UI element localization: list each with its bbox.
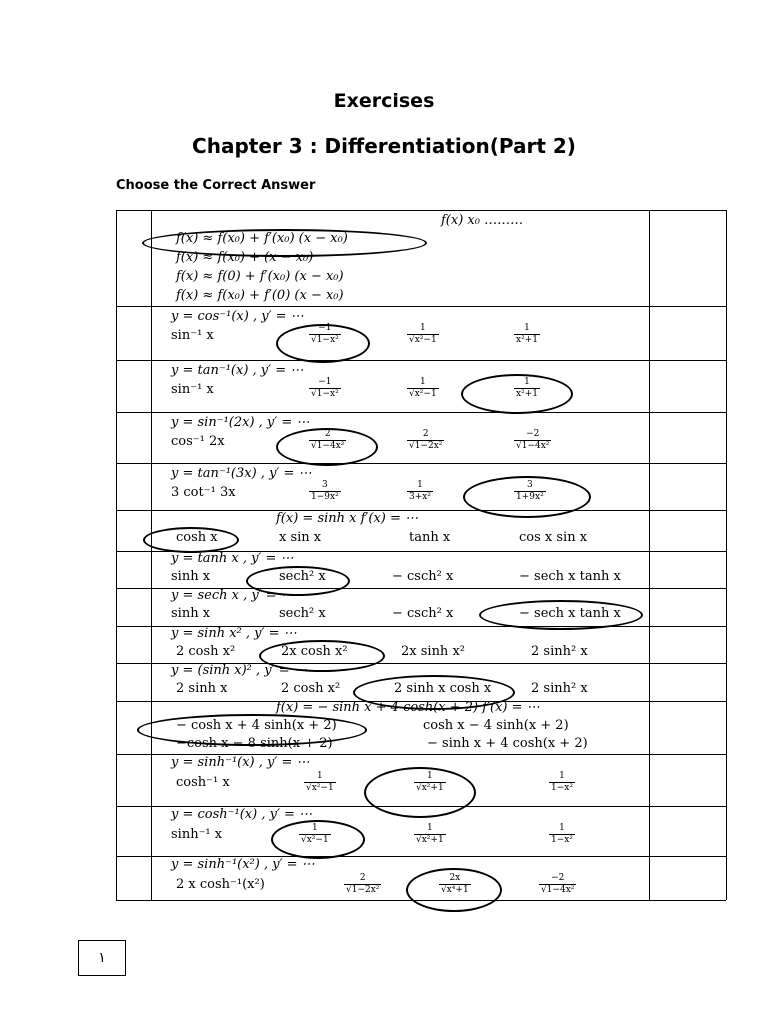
answer-option[interactable]: tanh x xyxy=(409,530,451,545)
question-row xyxy=(151,551,649,588)
fraction-numerator: 1 xyxy=(311,823,318,833)
fraction-numerator: 3 xyxy=(526,480,533,490)
answer-option[interactable]: − sech x tanh x xyxy=(519,569,621,584)
fraction-denominator: √1−4x² xyxy=(311,441,345,451)
fraction-numerator: 1 xyxy=(559,771,565,781)
answer-option[interactable]: 2 sinh x xyxy=(176,681,228,696)
answer-option[interactable]: 3 cot⁻¹ 3x xyxy=(171,485,236,500)
answer-option[interactable]: 2 cosh x² xyxy=(176,644,236,659)
answer-option[interactable]: − csch² x xyxy=(392,606,454,621)
answer-option[interactable]: cos⁻¹ 2x xyxy=(171,434,225,449)
question-text: y = cos⁻¹(x) , y′ = ⋯ xyxy=(171,309,304,324)
answer-option-fraction[interactable] xyxy=(407,429,444,452)
answer-option[interactable]: f(x) ≈ f(x₀) + f′(x₀) (x − x₀) xyxy=(176,231,348,246)
question-row xyxy=(151,754,649,806)
page-number-box xyxy=(78,940,126,976)
fraction-denominator: √1−4x² xyxy=(516,441,550,451)
answer-option-fraction[interactable] xyxy=(309,323,341,346)
question-row xyxy=(151,510,649,551)
answer-option[interactable]: sech² x xyxy=(279,569,326,584)
answer-option[interactable]: sin⁻¹ x xyxy=(171,328,214,343)
fraction-denominator: √x⁴+1 xyxy=(441,885,469,895)
answer-option[interactable]: sin⁻¹ x xyxy=(171,382,214,397)
answer-option[interactable]: sech² x xyxy=(279,606,326,621)
fraction-numerator: 1 xyxy=(524,377,530,387)
question-text: y = tanh x , y′ = ⋯ xyxy=(171,551,294,566)
question-text: y = sinh x² , y′ = ⋯ xyxy=(171,626,297,641)
question-text: y = tan⁻¹(x) , y′ = ⋯ xyxy=(171,363,304,378)
answer-option-fraction[interactable] xyxy=(514,323,540,346)
question-text: f(x) x₀ ……… xyxy=(441,213,524,228)
answer-option[interactable]: − cosh x + 4 sinh(x + 2) xyxy=(176,718,337,733)
answer-option[interactable]: 2x cosh x² xyxy=(281,644,348,659)
table-vline xyxy=(726,210,727,900)
fraction-numerator: 1 xyxy=(419,377,426,387)
answer-option-fraction[interactable] xyxy=(309,377,341,400)
answer-option[interactable]: f(x) ≈ f(x₀) + f′(0) (x − x₀) xyxy=(176,288,344,303)
answer-option-fraction[interactable] xyxy=(407,377,439,400)
question-text: y = sin⁻¹(2x) , y′ = ⋯ xyxy=(171,415,310,430)
answer-option-fraction[interactable] xyxy=(439,873,471,896)
answer-option-fraction[interactable] xyxy=(309,480,341,503)
answer-option[interactable]: cosh x xyxy=(176,530,218,545)
answer-option[interactable]: cosh⁻¹ x xyxy=(176,775,230,790)
fraction-denominator: 1−x² xyxy=(551,835,573,845)
fraction-numerator: 3 xyxy=(321,480,328,490)
chapter-title: Chapter 3 : Differentiation(Part 2) xyxy=(192,134,576,158)
fraction-numerator: 1 xyxy=(417,480,423,490)
answer-option[interactable]: cos x sin x xyxy=(519,530,588,545)
fraction-denominator: 1−x² xyxy=(551,783,573,793)
table-hline xyxy=(116,900,726,901)
answer-option-fraction[interactable] xyxy=(407,480,433,503)
fraction-denominator: 1−9x² xyxy=(311,492,339,502)
fraction-denominator: √1−4x² xyxy=(541,885,575,895)
answer-option[interactable]: −cosh x − 8 sinh(x + 2) xyxy=(176,736,333,751)
answer-option[interactable]: − csch² x xyxy=(392,569,454,584)
question-text: y = tan⁻¹(3x) , y′ = ⋯ xyxy=(171,466,312,481)
page-title: Exercises xyxy=(333,90,435,112)
question-text: y = sech x , y′ = ⋯ xyxy=(171,588,294,603)
answer-option-fraction[interactable] xyxy=(304,771,336,794)
answer-option-fraction[interactable] xyxy=(344,873,381,896)
answer-option-fraction[interactable] xyxy=(539,873,576,896)
answer-option[interactable]: sinh x xyxy=(171,569,211,584)
question-row xyxy=(151,306,649,360)
question-text: y = (sinh x)² , y′ = ⋯ xyxy=(171,663,307,678)
question-text: y = cosh⁻¹(x) , y′ = ⋯ xyxy=(171,807,313,822)
fraction-denominator: √x²−1 xyxy=(409,335,437,345)
answer-option-fraction[interactable] xyxy=(299,823,331,846)
question-row xyxy=(151,806,649,856)
fraction-numerator: 1 xyxy=(419,323,426,333)
question-row xyxy=(151,463,649,510)
page-number: ١ xyxy=(98,950,106,966)
answer-option[interactable]: f(x) ≈ f(x₀) + (x − x₀) xyxy=(176,250,314,265)
fraction-numerator: 2 xyxy=(359,873,366,883)
answer-option-fraction[interactable] xyxy=(514,429,551,452)
instruction: Choose the Correct Answer xyxy=(116,178,316,193)
fraction-denominator: √1−2x² xyxy=(346,885,380,895)
fraction-numerator: −2 xyxy=(551,873,565,883)
fraction-denominator: √x²−1 xyxy=(306,783,334,793)
answer-option[interactable]: sinh x xyxy=(171,606,211,621)
answer-option-fraction[interactable] xyxy=(514,377,540,400)
fraction-denominator: x²+1 xyxy=(516,335,538,345)
answer-option[interactable]: 2 sinh x cosh x xyxy=(394,681,492,696)
fraction-numerator: 2 xyxy=(324,429,331,439)
fraction-numerator: 1 xyxy=(426,771,433,781)
fraction-denominator: √1−2x² xyxy=(409,441,443,451)
fraction-denominator: √1−x² xyxy=(311,389,339,399)
fraction-numerator: 1 xyxy=(524,323,530,333)
question-row xyxy=(151,588,649,626)
fraction-numerator: 1 xyxy=(559,823,565,833)
fraction-denominator: √x²+1 xyxy=(416,835,444,845)
answer-option-fraction[interactable] xyxy=(414,823,446,846)
answer-option-fraction[interactable] xyxy=(549,771,575,794)
question-row xyxy=(151,856,649,900)
fraction-denominator: √x²+1 xyxy=(416,783,444,793)
fraction-denominator: 3+x² xyxy=(409,492,431,502)
fraction-denominator: √x²−1 xyxy=(409,389,437,399)
question-row xyxy=(151,701,649,754)
fraction-numerator: −1 xyxy=(318,323,332,333)
answer-option[interactable]: − sech x tanh x xyxy=(519,606,621,621)
question-row xyxy=(151,360,649,412)
question-row xyxy=(151,210,649,306)
answer-option[interactable]: f(x) ≈ f(0) + f′(x₀) (x − x₀) xyxy=(176,269,344,284)
question-row xyxy=(151,663,649,701)
question-text: y = sinh⁻¹(x²) , y′ = ⋯ xyxy=(171,857,315,872)
fraction-numerator: 1 xyxy=(426,823,433,833)
answer-option[interactable]: sinh⁻¹ x xyxy=(171,827,223,842)
answer-option[interactable]: x sin x xyxy=(279,530,322,545)
question-text: y = sinh⁻¹(x) , y′ = ⋯ xyxy=(171,755,310,770)
answer-option-fraction[interactable] xyxy=(407,323,439,346)
answer-option[interactable]: cosh x − 4 sinh(x + 2) xyxy=(423,718,569,733)
answer-option[interactable]: 2 sinh² x xyxy=(531,644,588,659)
question-row xyxy=(151,626,649,663)
fraction-denominator: x²+1 xyxy=(516,389,538,399)
answer-option-fraction[interactable] xyxy=(514,480,546,503)
fraction-numerator: −2 xyxy=(526,429,540,439)
fraction-numerator: 2 xyxy=(422,429,429,439)
answer-option-fraction[interactable] xyxy=(309,429,346,452)
answer-option[interactable]: 2 x cosh⁻¹(x²) xyxy=(176,877,265,892)
answer-option[interactable]: 2 sinh² x xyxy=(531,681,588,696)
question-row xyxy=(151,412,649,463)
answer-option[interactable]: − sinh x + 4 cosh(x + 2) xyxy=(427,736,588,751)
table-vline xyxy=(649,210,650,900)
question-text: f(x) = − sinh x + 4 cosh(x + 2) f′(x) = ⋯ xyxy=(276,700,540,715)
table-vline xyxy=(116,210,117,900)
fraction-denominator: 1+9x² xyxy=(516,492,544,502)
question-text: f(x) = sinh x f′(x) = ⋯ xyxy=(276,511,419,526)
fraction-denominator: √1−x² xyxy=(311,335,339,345)
answer-option[interactable]: 2x sinh x² xyxy=(401,644,465,659)
fraction-numerator: −1 xyxy=(318,377,332,387)
question-table xyxy=(116,210,726,900)
answer-option-fraction[interactable] xyxy=(549,823,575,846)
answer-option-fraction[interactable] xyxy=(414,771,446,794)
fraction-denominator: √x²−1 xyxy=(301,835,329,845)
answer-option[interactable]: 2 cosh x² xyxy=(281,681,341,696)
fraction-numerator: 2x xyxy=(449,873,461,883)
fraction-numerator: 1 xyxy=(316,771,323,781)
